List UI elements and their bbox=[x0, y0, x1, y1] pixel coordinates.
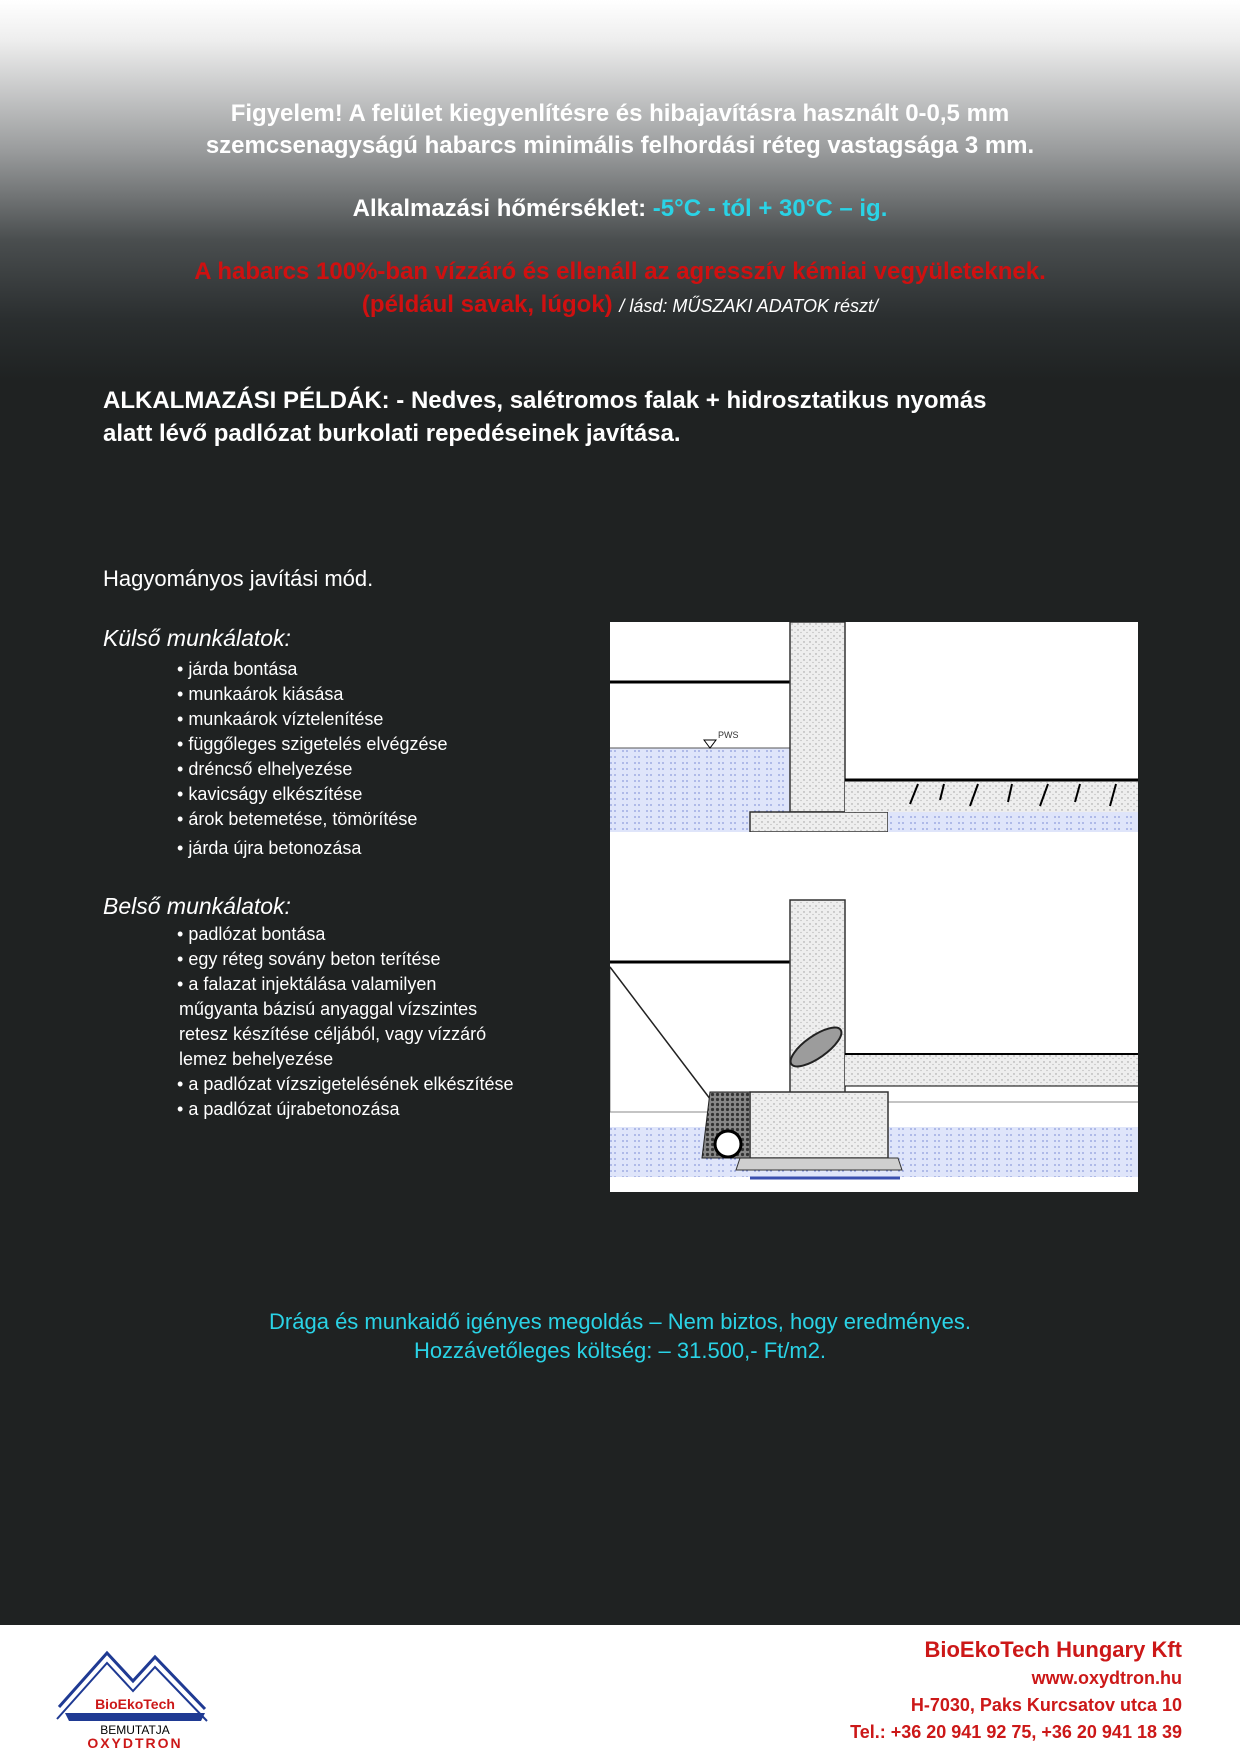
list-item: • árok betemetése, tömörítése bbox=[177, 807, 597, 832]
notice-line-1: Figyelem! A felület kiegyenlítésre és hibajavításra használt 0-0,5 mm bbox=[230, 100, 1010, 127]
waterproof-claim-examples bbox=[0, 290, 1240, 321]
list-item: műgyanta bázisú anyaggal vízszintes bbox=[179, 999, 478, 1019]
conclusion bbox=[0, 1307, 1240, 1365]
company-website[interactable]: www.oxydtron.hu bbox=[1031, 1668, 1182, 1688]
company-info bbox=[850, 1635, 1182, 1746]
list-item: • függőleges szigetelés elvégzése bbox=[177, 732, 597, 757]
diagram-top-panel bbox=[610, 622, 1138, 832]
list-item: • járda bontása bbox=[177, 657, 597, 682]
examples-line-2: alatt lévő padlózat burkolati repedéseinek javítása. bbox=[103, 420, 681, 447]
notice-warning bbox=[0, 98, 1240, 162]
company-address: H-7030, Paks Kurcsatov utca 10 bbox=[910, 1695, 1182, 1715]
logo-product-text: OXYDTRON bbox=[87, 1735, 183, 1749]
list-item: • munkaárok víztelenítése bbox=[177, 707, 597, 732]
company-phone: Tel.: +36 20 941 92 75, +36 20 941 18 39 bbox=[850, 1722, 1182, 1742]
conclusion-line-1: Drága és munkaidő igényes megoldás – Nem biztos, hogy eredményes. bbox=[269, 1309, 971, 1334]
footer bbox=[0, 1625, 1240, 1754]
list-item: • dréncső elhelyezése bbox=[177, 757, 597, 782]
list-item: • a padlózat újrabetonozása bbox=[177, 1097, 597, 1122]
list-item: • a padlózat vízszigetelésének elkészítése bbox=[177, 1072, 597, 1097]
logo-presents-text: BEMUTATJA bbox=[100, 1723, 170, 1737]
temperature-note bbox=[0, 193, 1240, 225]
diagram-bottom-panel bbox=[610, 832, 1138, 1192]
logo-brand-text: BioEkoTech bbox=[95, 1696, 175, 1712]
acid-examples: (például savak, lúgok) bbox=[361, 291, 613, 318]
list-item: retesz készítése céljából, vagy vízzáró bbox=[179, 1024, 487, 1044]
internal-works-title: Belső munkálatok: bbox=[103, 893, 291, 919]
drain-pipe bbox=[715, 1131, 741, 1157]
technical-data-ref: / lásd: MŰSZAKI ADATOK részt/ bbox=[619, 296, 879, 316]
mountain-logo-icon bbox=[55, 1637, 215, 1749]
examples-line-1: ALKALMAZÁSI PÉLDÁK: - Nedves, salétromos falak + hidrosztatikus nyomás bbox=[103, 387, 987, 414]
application-examples bbox=[103, 384, 1163, 450]
waterproof-claim: A habarcs 100%-ban vízzáró és ellenáll az agresszív kémiai vegyületeknek. bbox=[194, 258, 1046, 285]
list-item: • egy réteg sovány beton terítése bbox=[177, 947, 597, 972]
foundation-cross-section bbox=[610, 622, 1138, 1192]
temperature-value: -5°C - tól + 30°C – ig. bbox=[652, 195, 888, 222]
list-item: • padlózat bontása bbox=[177, 922, 597, 947]
external-works-list bbox=[177, 657, 597, 861]
list-item: • munkaárok kiásása bbox=[177, 682, 597, 707]
top-slab bbox=[845, 780, 1138, 812]
list-item: • kavicságy elkészítése bbox=[177, 782, 597, 807]
traditional-method-title: Hagyományos javítási mód. bbox=[103, 566, 374, 591]
bottom-wall bbox=[790, 900, 845, 1112]
bottom-slab bbox=[845, 1054, 1138, 1086]
external-works-title: Külső munkálatok: bbox=[103, 625, 291, 651]
top-wall bbox=[790, 622, 845, 812]
internal-works-list bbox=[177, 922, 597, 1122]
cost-estimate: Hozzávetőleges költség: – 31.500,- Ft/m2. bbox=[413, 1338, 827, 1363]
top-footing bbox=[750, 812, 888, 832]
notice-line-2: szemcsenagyságú habarcs minimális felhordási réteg vastagsága 3 mm. bbox=[205, 132, 1035, 159]
company-name: BioEkoTech Hungary Kft bbox=[924, 1637, 1182, 1662]
list-item: • a falazat injektálása valamilyen bbox=[177, 972, 597, 997]
water-level-label: PWS bbox=[718, 730, 739, 740]
bioekotech-logo bbox=[55, 1637, 215, 1749]
list-item: • járda újra betonozása bbox=[177, 836, 597, 861]
bottom-footing bbox=[750, 1092, 888, 1158]
list-item: lemez behelyezése bbox=[179, 1049, 334, 1069]
temperature-label: Alkalmazási hőmérséklet: bbox=[352, 195, 647, 222]
foundation-diagram bbox=[610, 622, 1138, 1192]
